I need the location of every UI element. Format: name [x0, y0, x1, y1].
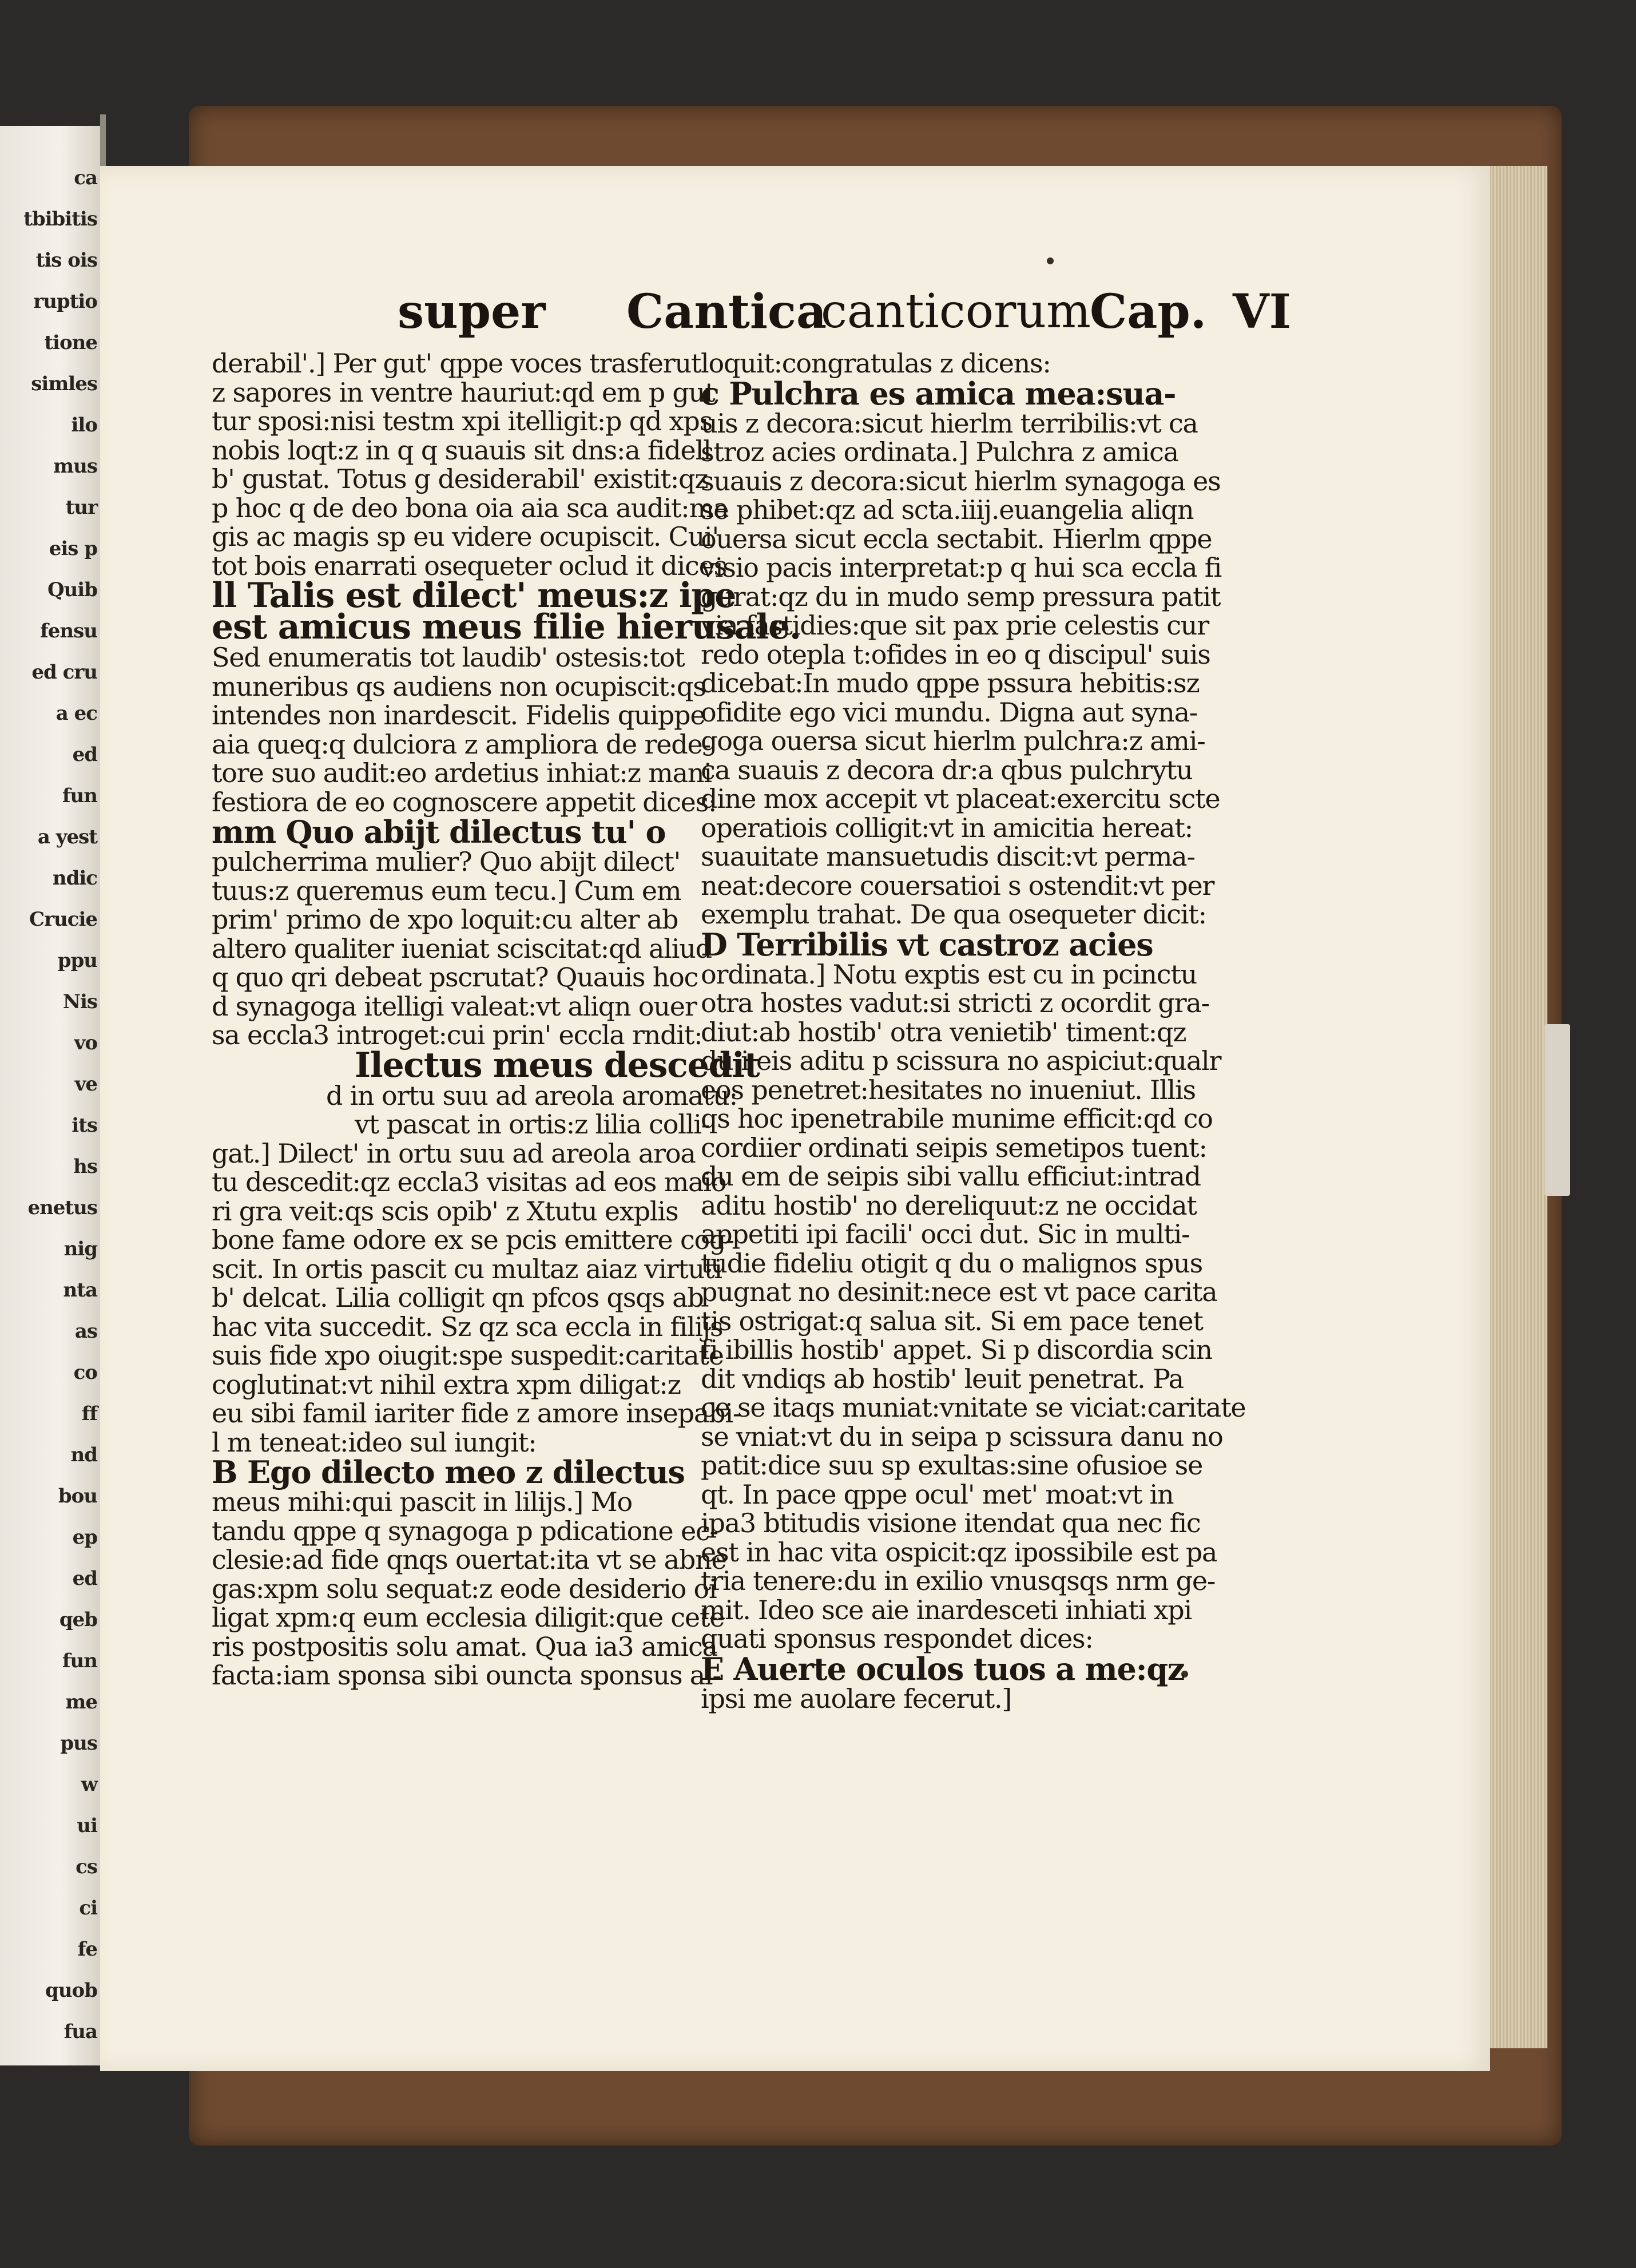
text-line: neat:decore couersatioi s ostendit:vt per	[701, 870, 1214, 901]
text-line: p hoc q de deo bona oia aia sca audit:ma	[212, 492, 729, 524]
text-line: mit. Ideo sce aie inardesceti inhiati xpi	[701, 1594, 1192, 1625]
text-line: tuus:z queremus eum tecu.] Cum em	[212, 875, 681, 906]
facing-page-text-fragment: tbibitis	[23, 208, 97, 231]
text-line: tu descedit:qz eccla3 visitas ad eos maio	[212, 1167, 726, 1198]
text-line: ordinata.] Notu exptis est cu in pcinctu	[701, 958, 1197, 990]
text-line: goga ouersa sicut hierlm pulchra:z ami-	[701, 725, 1205, 756]
facing-page-text-fragment: mus	[53, 455, 97, 478]
text-line: ce se itaqs muniat:vnitate se viciat:caritate	[701, 1392, 1246, 1423]
facing-page-text-fragment: tur	[65, 496, 97, 519]
facing-page-text-fragment: a yest	[37, 826, 97, 848]
text-line: via fastidies:que sit pax prie celestis cur	[701, 610, 1209, 641]
facing-page-text-fragment: w	[81, 1773, 97, 1796]
facing-page-text-fragment: ilo	[71, 414, 97, 437]
facing-page-text-fragment: a ec	[55, 702, 97, 725]
text-line: du i eis aditu p scissura no aspiciut:qualr	[701, 1045, 1221, 1076]
facing-page-text-fragment: ed cru	[31, 661, 97, 684]
text-line: suauitate mansuetudis discit:vt perma-	[701, 841, 1195, 872]
text-line: clesie:ad fide qnqs ouertat:ita vt se abne	[212, 1544, 726, 1575]
text-line: pulcherrima mulier? Quo abijt dilect'	[212, 846, 681, 877]
text-line: est amicus meus filie hierusale.	[212, 607, 801, 647]
text-line: prim' primo de xpo loquit:cu alter ab	[212, 904, 678, 935]
facing-page-text-fragment: its	[72, 1114, 97, 1137]
text-line: b' delcat. Lilia colligit qn pfcos qsqs ab	[212, 1282, 704, 1313]
facing-page-text-fragment: nd	[70, 1444, 97, 1466]
text-line: cordiier ordinati seipis semetipos tuent:	[701, 1132, 1207, 1163]
facing-page-text-fragment: ppu	[57, 949, 97, 972]
text-line: redo otepla t:ofides in eo q discipul' suis	[701, 639, 1210, 670]
text-line: d synagoga itelligi valeat:vt aliqn ouer	[212, 990, 697, 1022]
right-text-column	[701, 348, 1246, 1714]
text-line: B Ego dilecto meo z dilectus	[212, 1454, 685, 1490]
facing-page-text-fragment: tione	[44, 331, 97, 354]
page-fore-edge	[1487, 166, 1547, 2048]
text-line: scit. In ortis pascit cu multaz aiaz virtuti	[212, 1253, 722, 1284]
text-line: operatiois colligit:vt in amicitia hereat:	[701, 812, 1193, 843]
facing-page-text-fragment: ndic	[52, 867, 97, 890]
text-line: quati sponsus respondet dices:	[701, 1623, 1093, 1654]
text-line: aditu hostib' no dereliquut:z ne occidat	[701, 1189, 1197, 1221]
text-line: tria tenere:du in exilio vnusqsqs nrm ge-	[701, 1565, 1216, 1596]
text-line: ca suauis z decora dr:a qbus pulchrytu	[701, 754, 1193, 786]
text-line: visio pacis interpretat:p q hui sca eccla fi	[701, 552, 1222, 583]
text-line: eos penetret:hesitates no inueniut. Illis	[701, 1074, 1196, 1105]
text-line: c Pulchra es amica mea:sua-	[701, 375, 1176, 412]
text-line: otra hostes vadut:si stricti z ocordit gra-	[701, 988, 1209, 1018]
head-chapter-label: Cap.	[1090, 284, 1207, 339]
text-line: suis fide xpo oiugit:spe suspedit:caritate	[212, 1340, 724, 1371]
text-line: aia queq:q dulciora z ampliora de rede-	[212, 728, 710, 760]
text-line: ipa3 btitudis visione itendat qua nec fic	[701, 1508, 1201, 1539]
text-line: patit:dice suu sp exultas:sine ofusioe se	[701, 1450, 1203, 1481]
facing-page-text-fragment: ff	[81, 1402, 97, 1425]
text-line: tot bois enarrati osequeter oclud it dices	[212, 550, 727, 581]
text-line: Sed enumeratis tot laudib' ostesis:tot	[212, 642, 685, 673]
facing-page-text-fragment: fensu	[40, 620, 97, 643]
text-line: intendes non inardescit. Fidelis quippe	[212, 700, 705, 731]
facing-page-text-fragment: Quib	[47, 578, 97, 601]
text-line: sa eccla3 introget:cui prin' eccla rndit:	[212, 1020, 702, 1050]
facing-page-text-fragment: nta	[63, 1279, 97, 1302]
text-line: meus mihi:qui pascit in lilijs.] Mo	[212, 1486, 632, 1517]
text-line: nobis loqt:z in q q suauis sit dns:a fidell	[212, 434, 711, 466]
text-line: dine mox accepit vt placeat:exercitu scte	[701, 783, 1220, 814]
facing-page-text-fragment: Nis	[62, 990, 97, 1013]
facing-page-text-fragment: fun	[62, 1650, 97, 1672]
text-line: exemplu trahat. De qua osequeter dicit:	[701, 899, 1206, 930]
paper-tab	[1544, 1024, 1570, 1196]
facing-page-text-fragment: hs	[73, 1155, 97, 1178]
text-line: b' gustat. Totus g desiderabil' existit:qz	[212, 463, 708, 494]
text-line: ligat xpm:q eum ecclesia diligit:que cete	[212, 1602, 725, 1633]
text-line: eu sibi famil iariter fide z amore insepabi-	[212, 1398, 741, 1429]
facing-page-text-fragment: eis p	[49, 537, 97, 560]
text-line: l m teneat:ideo sul iungit:	[212, 1426, 537, 1458]
text-line: E Auerte oculos tuos a me:qz	[701, 1650, 1185, 1687]
facing-page-text-fragment: qeb	[59, 1608, 97, 1631]
text-line: ofidite ego vici mundu. Digna aut syna-	[701, 696, 1198, 728]
text-line: se phibet:qz ad scta.iiij.euangelia aliqn	[701, 494, 1194, 525]
facing-page-text-fragment: Crucie	[29, 908, 97, 931]
facing-page-text-fragment: fua	[63, 2020, 97, 2043]
text-line: tore suo audit:eo ardetius inhiat:z mani	[212, 758, 712, 788]
facing-page-text-fragment: ed	[72, 1567, 97, 1590]
head-chapter-number: VI	[1233, 284, 1291, 339]
facing-page-text-fragment: ve	[74, 1073, 97, 1096]
text-line: tur sposi:nisi testm xpi itelligit:p qd xps	[212, 406, 713, 437]
running-head	[289, 280, 1291, 349]
text-line: tis ostrigat:q salua sit. Si em pace tenet	[701, 1305, 1203, 1337]
text-line: gis ac magis sp eu videre ocupiscit. Cui'	[212, 521, 719, 552]
text-line: festiora de eo cognoscere appetit dices:	[212, 786, 717, 818]
text-line: suauis z decora:sicut hierlm synagoga es	[701, 465, 1221, 497]
text-line: diut:ab hostib' otra venietib' timent:qz	[701, 1016, 1186, 1048]
text-line: ipsi me auolare fecerut.]	[701, 1683, 1012, 1714]
text-line: coglutinat:vt nihil extra xpm diligat:z	[212, 1369, 681, 1400]
facing-page-text-fragment: fun	[62, 784, 97, 807]
ink-dot	[1047, 257, 1054, 264]
text-line: uis z decora:sicut hierlm terribilis:vt ca	[701, 407, 1198, 439]
text-line: du em de seipis sibi vallu efficiut:intrad	[701, 1161, 1201, 1192]
text-line: q quo qri debeat pscrutat? Quauis hoc	[212, 962, 698, 993]
text-line: z sapores in ventre hauriut:qd em p gut	[212, 376, 715, 408]
facing-page-text-fragment: nig	[63, 1238, 97, 1260]
text-line: mm Quo abijt dilectus tu' o	[212, 814, 666, 850]
text-line: vt pascat in ortis:z lilia colli-	[355, 1109, 710, 1140]
text-line: ouersa sicut eccla sectabit. Hierlm qppe	[701, 523, 1212, 554]
text-line: fi ibillis hostib' appet. Si p discordia scin	[701, 1334, 1212, 1365]
facing-page-text-fragment: ca	[74, 166, 97, 189]
text-line: pugnat no desinit:nece est vt pace carita	[701, 1276, 1217, 1307]
facing-page-text-fragment: bou	[58, 1485, 97, 1508]
facing-page-text-fragment: simles	[31, 372, 97, 395]
text-line: gurat:qz du in mudo semp pressura patit	[701, 581, 1221, 612]
text-line: dit vndiqs ab hostib' leuit penetrat. Pa	[701, 1363, 1184, 1394]
text-line: derabil'.] Per gut' qppe voces trasferut	[212, 348, 701, 379]
text-line: qs hoc ipenetrabile munime efficit:qd co	[701, 1103, 1213, 1134]
facing-page-text-fragment: fe	[77, 1938, 97, 1961]
text-line: se vniat:vt du in seipa p scissura danu no	[701, 1421, 1223, 1452]
facing-page-text-fragment: pus	[60, 1732, 97, 1755]
facing-page-text-fragment: tis ois	[35, 249, 97, 272]
text-line: appetiti ipi facili' occi dut. Sic in multi-	[701, 1219, 1190, 1250]
head-word-cantica: Cantica	[626, 284, 827, 339]
text-line: ris postpositis solu amat. Qua ia3 amica	[212, 1631, 717, 1662]
facing-page-text-fragment: me	[65, 1691, 97, 1714]
text-line: stroz acies ordinata.] Pulchra z amica	[701, 437, 1178, 467]
text-line: d in ortu suu ad areola aromatu:	[326, 1080, 737, 1111]
facing-page-text-fragment: quob	[45, 1979, 97, 2002]
text-line: muneribus qs audiens non ocupiscit:qs	[212, 671, 706, 702]
facing-page-text-fragment: ruptio	[33, 290, 97, 313]
head-word-canticorum: canticorum	[821, 284, 1091, 339]
facing-page-text-fragment: enetus	[27, 1196, 97, 1219]
text-line: facta:iam sponsa sibi ouncta sponsus al-	[212, 1660, 721, 1691]
facing-page-text-fragment: cs	[76, 1855, 97, 1878]
text-line: bone fame odore ex se pcis emittere cog-	[212, 1224, 734, 1255]
text-line: dicebat:In mudo qppe pssura hebitis:sz	[701, 668, 1200, 699]
text-line: qt. In pace qppe ocul' met' moat:vt in	[701, 1478, 1174, 1510]
facing-page-text-fragment: ui	[77, 1814, 97, 1837]
text-line: D Terribilis vt castroz acies	[701, 926, 1153, 963]
text-line: gat.] Dilect' in ortu suu ad areola aroa	[212, 1137, 696, 1169]
facing-page-text-fragment: co	[73, 1361, 97, 1384]
text-line: est in hac vita ospicit:qz ipossibile est pa	[701, 1536, 1217, 1568]
text-line: Ilectus meus descedit	[355, 1045, 760, 1085]
text-line: loquit:congratulas z dicens:	[701, 348, 1051, 379]
left-text-column	[212, 348, 801, 1691]
book-page	[100, 166, 1490, 2071]
text-line: ri gra veit:qs scis opib' z Xtutu explis	[212, 1195, 678, 1227]
text-line: hac vita succedit. Sz qz sca eccla in filijs	[212, 1311, 723, 1342]
text-line: tudie fideliu otigit q du o malignos spus	[701, 1247, 1202, 1279]
text-line: gas:xpm solu sequat:z eode desiderio oi	[212, 1573, 717, 1604]
facing-page-text-fragment: ep	[72, 1526, 97, 1549]
facing-page-text-fragment: vo	[74, 1032, 97, 1054]
facing-page-fragment	[0, 126, 100, 2065]
text-line: ll Talis est dilect' meus:z ipe	[212, 576, 736, 616]
facing-page-text-fragment: as	[74, 1320, 97, 1343]
facing-page-text-fragment: ed	[72, 743, 97, 766]
text-line: tandu qppe q synagoga p pdicatione ec-	[212, 1515, 718, 1547]
head-word-super: super	[398, 284, 546, 339]
text-line: altero qualiter iueniat sciscitat:qd aliud	[212, 933, 712, 964]
facing-page-text-fragment: ci	[79, 1897, 97, 1920]
